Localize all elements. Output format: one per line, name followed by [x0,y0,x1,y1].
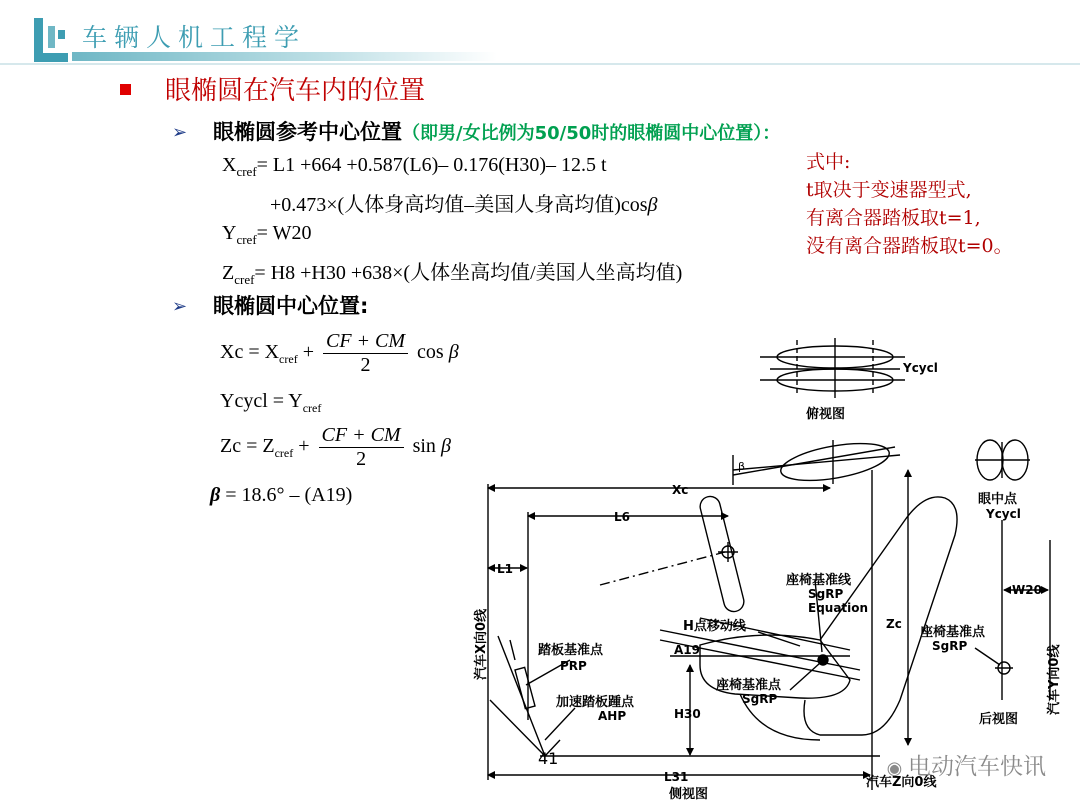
xc-formula: $Xc = X_{cref}$ + $\frac{CF + CM}{2}$ cos β [220,330,459,376]
l1-label: L1 [497,562,513,576]
seat-ref-point-label: 座椅基准点 [716,678,782,693]
car-x0-label: 汽车X向0线 [474,608,489,680]
center-title: 眼椭圆中心位置: [213,294,369,318]
ycref-symbol: Y [222,222,237,244]
sgrp-label: SgRP [742,692,778,706]
xc-subscript: cref [279,352,298,367]
wechat-icon: ◉ [886,758,908,779]
ref-center-note: （即男/女比例为50/50时的眼椭圆中心位置）： [402,123,781,144]
xcref-symbol: X [222,154,237,176]
xc-numerator: CF + CM [323,330,408,354]
zc-subscript: cref [274,446,294,461]
where-note-line4: 没有离合器踏板取t=0。 [806,235,1013,257]
zc-lhs: Zc = Z [220,435,275,458]
ycycl-top-label: Ycycl [903,361,938,375]
prp-label: PRP [560,659,587,673]
side-view-caption: 侧视图 [669,787,709,802]
label-41: 41 [538,749,559,768]
beta-angle-label: β [738,460,746,473]
zcref-rhs: = H8 +H30 +638×(人体坐高均值/美国人坐高均值) [254,262,683,284]
eye-point-label: 眼中点 [978,492,1018,507]
ycycl-rear-label: Ycycl [986,507,1021,521]
beta-rhs: = 18.6° – (A19) [225,484,353,506]
l31-label: L31 [664,770,689,784]
ycycl-subscript: cref [302,401,322,415]
xc-label: Xc [672,483,689,497]
top-view-caption: 俯视图 [806,407,846,422]
beta-symbol: β [647,194,658,216]
h-point-line-label: H点移动线 [683,619,746,634]
car-y0-label: 汽车Y向0线 [1047,644,1062,715]
xcref-rhs-line2: +0.473×(人体身高均值–美国人身高均值)cos [270,194,648,216]
zc-formula: $Zc = Z_{cref}$ + $\frac{CF + CM}{2}$ sin β [220,424,451,470]
ycref-subscript: cref [236,232,257,247]
sgrp-equation-label-2: Equation [808,601,869,615]
side-view-eye-ellipse [733,437,900,488]
l6-label: L6 [614,510,630,524]
where-note-line2: t取决于变速器型式, [806,179,972,201]
h30-label: H30 [674,707,701,721]
course-title: 车辆人机工程学 [82,23,307,52]
ref-center-title: 眼椭圆参考中心位置 [213,120,402,144]
xc-trig: cos [417,341,444,364]
ycycl-lhs: Ycycl = Y [220,390,303,412]
watermark [887,748,1046,781]
zc-trig: sin [412,435,436,458]
zcref-symbol: Z [222,262,235,284]
beta-symbol: β [448,341,459,364]
sgrp-rear-label: SgRP [932,639,968,653]
zc-denominator: 2 [356,448,367,470]
pedal-ref-label: 踏板基准点 [538,643,604,658]
rear-view-caption: 后视图 [979,712,1019,727]
seat-ref-line-label: 座椅基准线 [786,573,852,588]
zc-label: Zc [886,617,902,631]
car-z0-label: 汽车Z向0线 [866,775,937,790]
a19-label: A19 [674,643,700,657]
xcref-subscript: cref [236,164,257,179]
beta-symbol: β [440,435,451,458]
bullet-arrow-icon: ➢ [172,122,188,143]
section-title: 眼椭圆在汽车内的位置 [165,76,426,106]
xc-lhs: Xc = X [220,341,280,364]
zc-numerator: CF + CM [319,424,404,448]
w20-label: W20 [1012,583,1042,597]
bullet-arrow-icon: ➢ [172,296,188,317]
xcref-rhs-line1: = L1 +664 +0.587(L6)– 0.176(H30)– 12.5 t [256,154,607,176]
rear-view-eye-ellipses [975,440,1050,700]
where-note-line1: 式中: [806,151,851,173]
top-view-ellipses [760,338,905,398]
watermark-text: 电动汽车快讯 [908,754,1046,780]
xc-denominator: 2 [360,354,371,376]
seat-ref-point-rear-label: 座椅基准点 [920,625,986,640]
heel-point-label: 加速踏板踵点 [556,695,635,710]
where-note-line3: 有离合器踏板取t=1, [806,207,981,229]
sgrp-equation-label-1: SgRP [808,587,844,601]
beta-symbol: β [210,484,221,506]
steering-wheel [698,494,746,613]
zcref-subscript: cref [234,272,255,287]
ycref-rhs: = W20 [256,222,312,244]
ahp-label: AHP [598,709,627,723]
